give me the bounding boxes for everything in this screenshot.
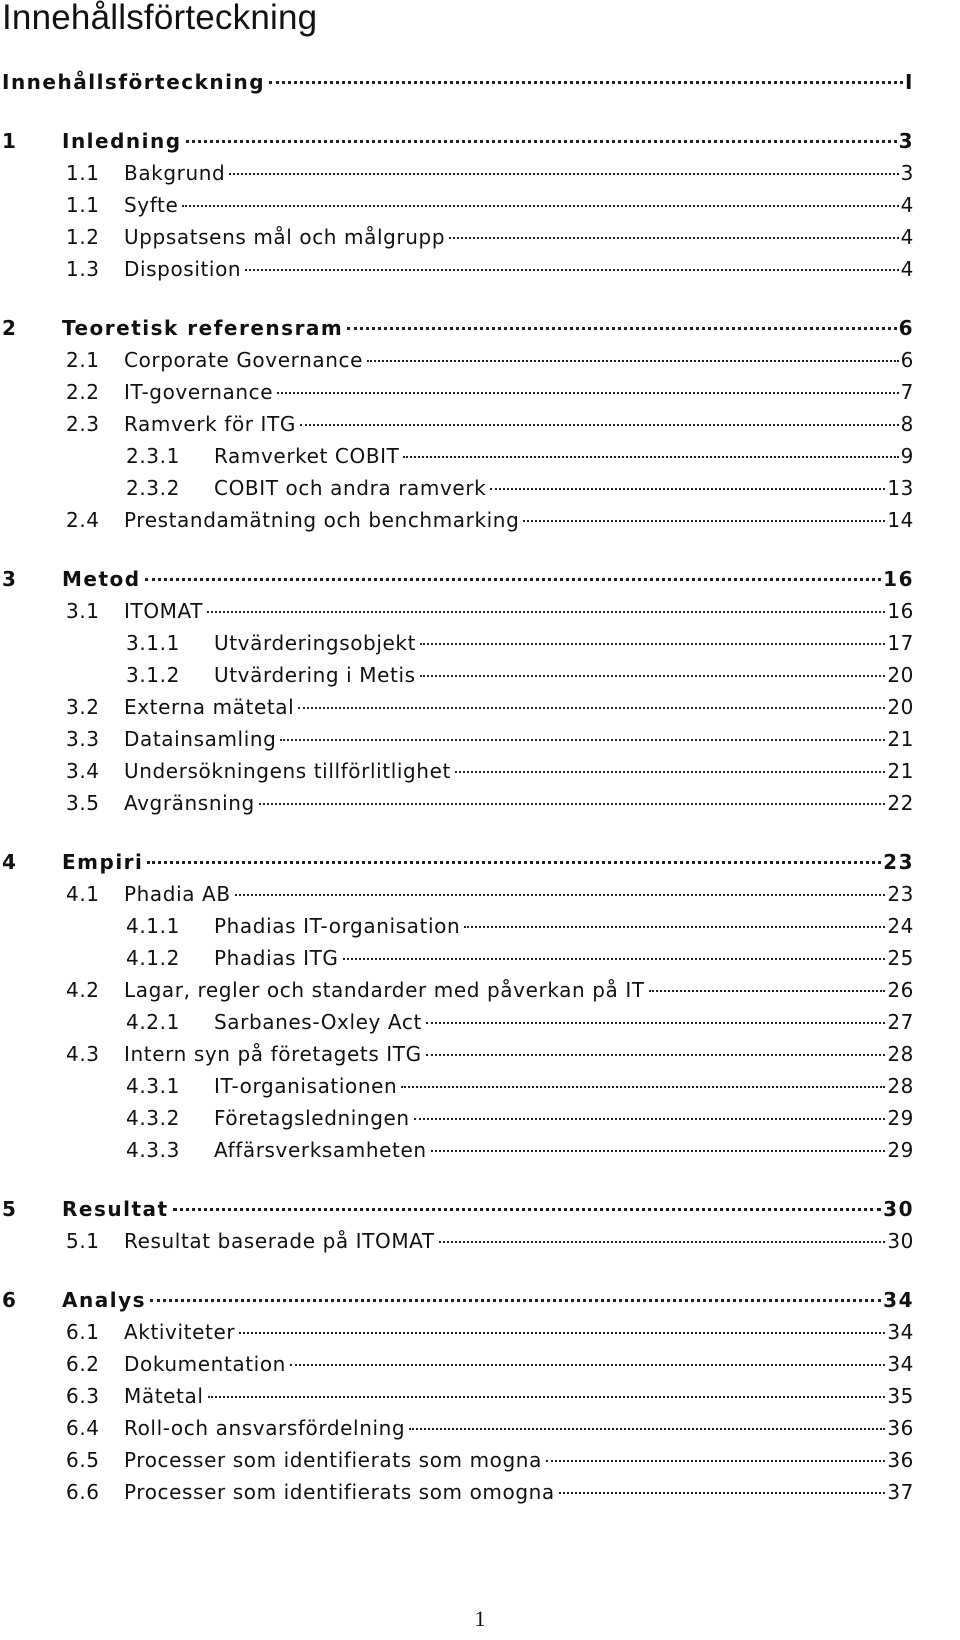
toc-entry-page: 13 [887,476,914,500]
dot-leader [208,1396,886,1398]
dot-leader [145,578,882,581]
toc-entry-page: 34 [887,1352,914,1376]
toc-entry[interactable] [0,791,960,817]
toc-entry-number: 6.4 [66,1416,100,1440]
toc-entry-page: I [905,70,914,94]
dot-leader [409,1428,885,1430]
toc-entry[interactable] [0,1320,960,1346]
toc-entry[interactable] [0,444,960,470]
toc-entry-number: 1.1 [66,193,100,217]
dot-leader [559,1492,886,1494]
dot-leader [280,739,885,741]
toc-entry-label: IT-organisationen [214,1074,398,1098]
toc-entry-label: Metod [62,567,141,591]
dot-leader [455,771,885,773]
toc-entry-number: 4.3 [66,1042,100,1066]
toc-entry-page: 27 [887,1010,914,1034]
dot-leader [439,1241,886,1243]
dot-leader [229,173,898,175]
toc-entry-page: 37 [887,1480,914,1504]
toc-entry-number: 4.1.1 [126,914,180,938]
toc-entry-label: Analys [62,1288,147,1312]
toc-entry-page: 23 [883,850,914,874]
toc-entry-page: 28 [887,1042,914,1066]
toc-entry-number: 1 [2,129,18,153]
toc-entry-page: 36 [887,1448,914,1472]
toc-entry-page: 4 [900,225,914,249]
toc-entry-number: 4.2 [66,978,100,1002]
toc-entry-page: 35 [887,1384,914,1408]
toc-entry-label: Avgränsning [124,791,255,815]
toc-entry-page: 3 [900,161,914,185]
toc-entry-page: 30 [887,1229,914,1253]
toc-entry[interactable] [0,946,960,972]
dot-leader [259,803,886,805]
toc-entry-page: 28 [887,1074,914,1098]
toc-entry-page: 21 [887,727,914,751]
toc-entry-page: 29 [887,1138,914,1162]
dot-leader [245,269,898,271]
toc-entry-label: Datainsamling [124,727,277,751]
toc-entry-number: 4.2.1 [126,1010,180,1034]
toc-entry-page: 22 [887,791,914,815]
toc-entry[interactable] [0,663,960,689]
toc-entry[interactable] [0,850,960,876]
toc-entry-number: 5.1 [66,1229,100,1253]
toc-entry-number: 6.2 [66,1352,100,1376]
toc-entry[interactable] [0,257,960,283]
dot-leader [239,1332,885,1334]
toc-entry[interactable] [0,631,960,657]
dot-leader [426,1054,886,1056]
toc-entry[interactable] [0,348,960,374]
toc-entry-label: Intern syn på företagets ITG [124,1042,422,1066]
dot-leader [290,1364,885,1366]
toc-entry-label: Innehållsförteckning [2,70,266,94]
toc-entry[interactable] [0,1384,960,1410]
toc-entry-page: 4 [900,193,914,217]
toc-entry-number: 3.5 [66,791,100,815]
toc-entry[interactable] [0,1229,960,1255]
toc-entry-label: Dokumentation [124,1352,286,1376]
toc-entry-number: 3 [2,567,18,591]
toc-entry-number: 5 [2,1197,18,1221]
toc-entry-page: 20 [887,663,914,687]
toc-entry-label: Bakgrund [124,161,226,185]
toc-entry-page: 9 [900,444,914,468]
dot-leader [298,707,885,709]
toc-entry[interactable] [0,695,960,721]
dot-leader [649,990,886,992]
toc-entry[interactable] [0,412,960,438]
toc-entry[interactable] [0,1010,960,1036]
dot-leader [182,205,898,207]
toc-entry-label: Phadias ITG [214,946,339,970]
toc-entry-label: Externa mätetal [124,695,295,719]
toc-entry[interactable] [0,1138,960,1164]
toc-entry-number: 3.3 [66,727,100,751]
dot-leader [431,1150,886,1152]
toc-entry-label: IT-governance [124,380,274,404]
dot-leader [403,456,898,458]
toc-entry-label: Ramverk för ITG [124,412,296,436]
toc-entry-number: 1.3 [66,257,100,281]
dot-leader [277,392,899,394]
toc-entry-label: Resultat [62,1197,169,1221]
toc-entry-label: Corporate Governance [124,348,363,372]
toc-entry[interactable] [0,1416,960,1442]
dot-leader [401,1086,885,1088]
toc-entry-number: 6.1 [66,1320,100,1344]
toc-entry-page: 25 [887,946,914,970]
dot-leader [269,81,903,84]
toc-entry[interactable] [0,508,960,534]
toc-entry-number: 2.2 [66,380,100,404]
dot-leader [426,1022,885,1024]
dot-leader [173,1208,882,1211]
toc-entry-label: Utvärderingsobjekt [214,631,417,655]
toc-entry-number: 1.1 [66,161,100,185]
toc-entry-number: 6.3 [66,1384,100,1408]
toc-entry[interactable] [0,1074,960,1100]
toc-entry-number: 4.3.1 [126,1074,180,1098]
toc-entry[interactable] [0,599,960,625]
toc-entry-label: Phadia AB [124,882,231,906]
toc-entry[interactable] [0,380,960,406]
toc-entry-page: 29 [887,1106,914,1130]
dot-leader [207,611,885,613]
dot-leader [490,488,885,490]
toc-entry-label: Sarbanes-Oxley Act [214,1010,422,1034]
toc-entry[interactable] [0,1480,960,1506]
toc-entry[interactable] [0,727,960,753]
toc-entry-number: 2.3.1 [126,444,180,468]
dot-leader [420,643,885,645]
toc-entry-number: 2 [2,316,18,340]
toc-entry-label: Roll-och ansvarsfördelning [124,1416,406,1440]
toc-entry-page: 16 [887,599,914,623]
dot-leader [300,424,899,426]
toc-entry-number: 2.3 [66,412,100,436]
toc-entry-number: 6.6 [66,1480,100,1504]
toc-entry-page: 6 [898,316,914,340]
toc-entry[interactable] [0,1197,960,1223]
toc-entry-page: 26 [887,978,914,1002]
toc-entry-number: 4.3.3 [126,1138,180,1162]
document-title: Innehållsförteckning [2,0,318,37]
toc-entry[interactable] [0,1106,960,1132]
toc-entry-page: 4 [900,257,914,281]
toc-entry-page: 36 [887,1416,914,1440]
dot-leader [523,520,885,522]
toc-entry-number: 1.2 [66,225,100,249]
toc-entry[interactable] [0,567,960,593]
toc-entry-page: 17 [887,631,914,655]
toc-entry-number: 2.3.2 [126,476,180,500]
dot-leader [343,958,886,960]
toc-entry[interactable] [0,70,960,96]
toc-entry[interactable] [0,759,960,785]
toc-entry-label: Företagsledningen [214,1106,410,1130]
dot-leader [420,675,886,677]
toc-entry-number: 3.1.2 [126,663,180,687]
dot-leader [414,1118,886,1120]
toc-entry[interactable] [0,129,960,155]
toc-entry-label: Empiri [62,850,144,874]
toc-entry-page: 3 [898,129,914,153]
dot-leader [347,327,896,330]
toc-entry[interactable] [0,1448,960,1474]
toc-entry[interactable] [0,978,960,1004]
toc-entry-label: Undersökningens tillförlitlighet [124,759,451,783]
toc-entry-page: 23 [887,882,914,906]
toc-entry[interactable] [0,882,960,908]
toc-entry-label: Processer som identifierats som omogna [124,1480,555,1504]
toc-entry[interactable] [0,161,960,187]
toc-entry-number: 6 [2,1288,18,1312]
toc-entry-number: 2.1 [66,348,100,372]
toc-entry-number: 2.4 [66,508,100,532]
toc-entry-page: 21 [887,759,914,783]
toc-entry-number: 3.1 [66,599,100,623]
toc-entry-number: 4.3.2 [126,1106,180,1130]
toc-entry-label: Phadias IT-organisation [214,914,461,938]
toc-entry-label: Lagar, regler och standarder med påverkan på IT [124,978,645,1002]
toc-entry-number: 4.1 [66,882,100,906]
toc-entry-label: Mätetal [124,1384,204,1408]
dot-leader [186,140,897,143]
toc-entry-label: COBIT och andra ramverk [214,476,487,500]
toc-entry-page: 24 [887,914,914,938]
dot-leader [147,861,881,864]
toc-entry[interactable] [0,225,960,251]
toc-entry-page: 20 [887,695,914,719]
toc-entry-label: Uppsatsens mål och målgrupp [124,225,446,249]
page-number: 1 [474,1606,486,1631]
toc-entry[interactable] [0,914,960,940]
toc-entry[interactable] [0,316,960,342]
toc-entry-label: Utvärdering i Metis [214,663,416,687]
toc-entry-page: 34 [883,1288,914,1312]
toc-entry-label: Resultat baserade på ITOMAT [124,1229,435,1253]
toc-entry-label: Processer som identifierats som mogna [124,1448,542,1472]
toc-entry-number: 6.5 [66,1448,100,1472]
toc-entry-number: 4.1.2 [126,946,180,970]
toc-entry[interactable] [0,1288,960,1314]
toc-entry[interactable] [0,476,960,502]
dot-leader [367,360,899,362]
toc-entry-label: Syfte [124,193,179,217]
toc-entry-number: 3.2 [66,695,100,719]
dot-leader [235,894,886,896]
toc-entry-label: Prestandamätning och benchmarking [124,508,520,532]
dot-leader [449,237,899,239]
toc-entry-page: 16 [883,567,914,591]
toc-entry-page: 34 [887,1320,914,1344]
toc-entry[interactable] [0,1352,960,1378]
toc-entry-label: Disposition [124,257,242,281]
toc-entry-number: 3.4 [66,759,100,783]
toc-entry-label: Affärsverksamheten [214,1138,427,1162]
toc-entry-page: 30 [883,1197,914,1221]
toc-entry-page: 8 [900,412,914,436]
toc-entry-label: Aktiviteter [124,1320,236,1344]
dot-leader [546,1460,885,1462]
toc-entry-page: 7 [900,380,914,404]
dot-leader [150,1299,881,1302]
toc-entry-number: 3.1.1 [126,631,180,655]
toc-entry-label: Inledning [62,129,182,153]
toc-entry-number: 4 [2,850,18,874]
toc-entry-page: 14 [887,508,914,532]
toc-entry-label: ITOMAT [124,599,204,623]
toc-entry[interactable] [0,1042,960,1068]
toc-entry-page: 6 [900,348,914,372]
toc-entry-label: Ramverket COBIT [214,444,400,468]
toc-entry-label: Teoretisk referensram [62,316,344,340]
toc-entry[interactable] [0,193,960,219]
dot-leader [464,926,885,928]
